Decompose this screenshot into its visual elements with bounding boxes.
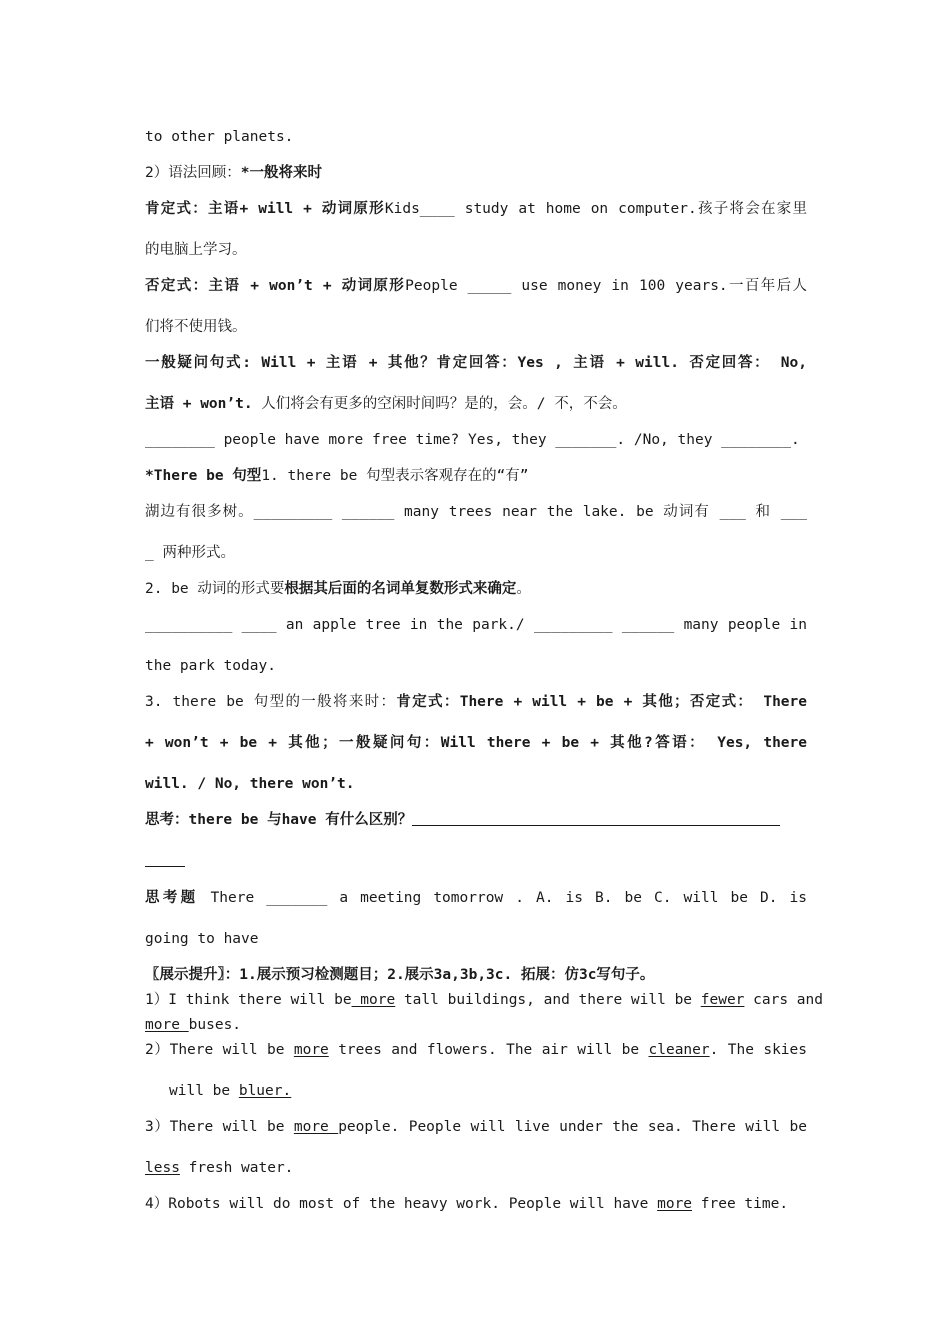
rule-3-line-end	[145, 774, 807, 794]
text: buses.	[188, 1017, 242, 1033]
text: will. / No, there won’t.	[145, 776, 355, 792]
answer-blank	[412, 811, 780, 826]
text: 一般疑问句式: Will + 主语 + 其他？肯定回答：Yes , 主语 + will. 否定回答： No,	[145, 355, 807, 371]
text: People _____ use money in 100 years.一百年后人	[405, 278, 807, 294]
question-form-line-cont	[145, 394, 807, 414]
affirmative-line-cont	[145, 240, 807, 260]
text: 肯定式：There + will + be + 其他；否定式： There	[396, 694, 807, 710]
think-question-line-cont	[145, 929, 807, 949]
text: 主语 + won’t.	[145, 396, 253, 412]
rule-2-line	[145, 579, 807, 599]
think-question-line	[145, 888, 807, 908]
think-line-cont	[145, 851, 807, 871]
there-be-exercise-line-cont	[145, 543, 807, 563]
text: 3. there be 句型的一般将来时：	[145, 694, 397, 710]
text: 思考题	[145, 890, 199, 906]
question-form-line	[145, 353, 807, 373]
text: Kids____ study at home on computer.孩子将会在家里	[384, 201, 807, 217]
text: trees and flowers. The air will be	[328, 1042, 649, 1058]
text: 根据其后面的名词单复数形式来确定	[284, 581, 517, 597]
sentence-2	[145, 1040, 807, 1060]
text: There _______ a meeting tomorrow . A. is B. be C. will be D. is	[198, 890, 808, 906]
negative-line	[145, 276, 807, 296]
affirmative-line	[145, 199, 807, 219]
text: 3）There will be	[145, 1119, 294, 1135]
grammar-review-heading	[145, 163, 807, 183]
rule-3-line	[145, 692, 807, 712]
text: 人们将会有更多的空闲时间吗？是的，会。/ 不，不会。	[252, 396, 627, 412]
text: _ 两种形式。	[145, 545, 235, 561]
text: 4）Robots will do most of the heavy work. People will have	[145, 1196, 658, 1212]
underlined-word: more	[293, 1119, 339, 1135]
text: the park today.	[145, 658, 276, 674]
show-improve-heading	[145, 965, 807, 985]
rule-2-exercise-line-cont	[145, 656, 807, 676]
sentence-3-cont	[145, 1158, 807, 1178]
think-line	[145, 810, 807, 830]
text: to other planets.	[145, 129, 294, 145]
rule-3-line-cont	[145, 733, 807, 753]
underlined-word: more	[293, 1042, 329, 1058]
underlined-word: less	[145, 1160, 180, 1176]
negative-line-cont	[145, 317, 807, 337]
underlined-word: more	[657, 1196, 693, 1212]
text: 1. there be 句型表示客观存在的“有”	[261, 468, 529, 484]
rule-2-exercise-line	[145, 615, 807, 635]
text: . The skies	[709, 1042, 807, 1058]
sentence-1	[145, 990, 823, 1010]
text: free time.	[692, 1196, 789, 1212]
underlined-word: more	[145, 1017, 189, 1033]
text: 的电脑上学习。	[145, 242, 247, 258]
text: 肯定式：主语+ will + 动词原形	[145, 201, 385, 217]
there-be-exercise-line	[145, 502, 807, 522]
question-exercise-line	[145, 430, 807, 450]
text: 2. be 动词的形式要	[145, 581, 285, 597]
text: tall buildings, and there will be	[395, 992, 701, 1008]
sentence-1-cont	[145, 1015, 807, 1035]
text: going to have	[145, 931, 259, 947]
text: fresh water.	[179, 1160, 294, 1176]
underlined-word: fewer	[700, 992, 745, 1008]
text: *一般将来时	[240, 165, 322, 181]
text: __________ ____ an apple tree in the park./ _________ ______ many people in	[145, 617, 807, 633]
text: *There be 句型	[145, 468, 262, 484]
line-continuation	[145, 127, 807, 147]
text: will be	[169, 1083, 239, 1099]
text: 2）语法回顾：	[145, 165, 241, 181]
underlined-word: bluer.	[238, 1083, 292, 1099]
text: + won’t + be + 其他；一般疑问句：Will there + be + 其他?答语： Yes, there	[145, 735, 807, 751]
text: ________ people have more free time? Yes, they _______. /No, they ________.	[145, 432, 800, 448]
text: people. People will live under the sea. There will be	[338, 1119, 808, 1135]
sentence-3	[145, 1117, 807, 1137]
answer-blank	[145, 852, 185, 867]
text: 2）There will be	[145, 1042, 294, 1058]
text: 否定式：主语 + won’t + 动词原形	[145, 278, 406, 294]
text: 1）I think there will be	[145, 992, 352, 1008]
text: 〖展示提升〗：1.展示预习检测题目；2.展示3a,3b,3c. 拓展：仿3c写句子。	[145, 967, 655, 983]
sentence-4	[145, 1194, 807, 1214]
text: cars and	[744, 992, 823, 1008]
underlined-word: more	[351, 992, 396, 1008]
underlined-word: cleaner	[648, 1042, 710, 1058]
sentence-2-cont	[169, 1081, 831, 1101]
text: 们将不使用钱。	[145, 319, 247, 335]
text: 湖边有很多树。_________ ______ many trees near the lake. be 动词有 ___ 和 ___	[145, 504, 807, 520]
text: 思考：there be 与have 有什么区别？	[145, 812, 413, 828]
text: 。	[516, 581, 531, 597]
there-be-heading	[145, 466, 807, 486]
